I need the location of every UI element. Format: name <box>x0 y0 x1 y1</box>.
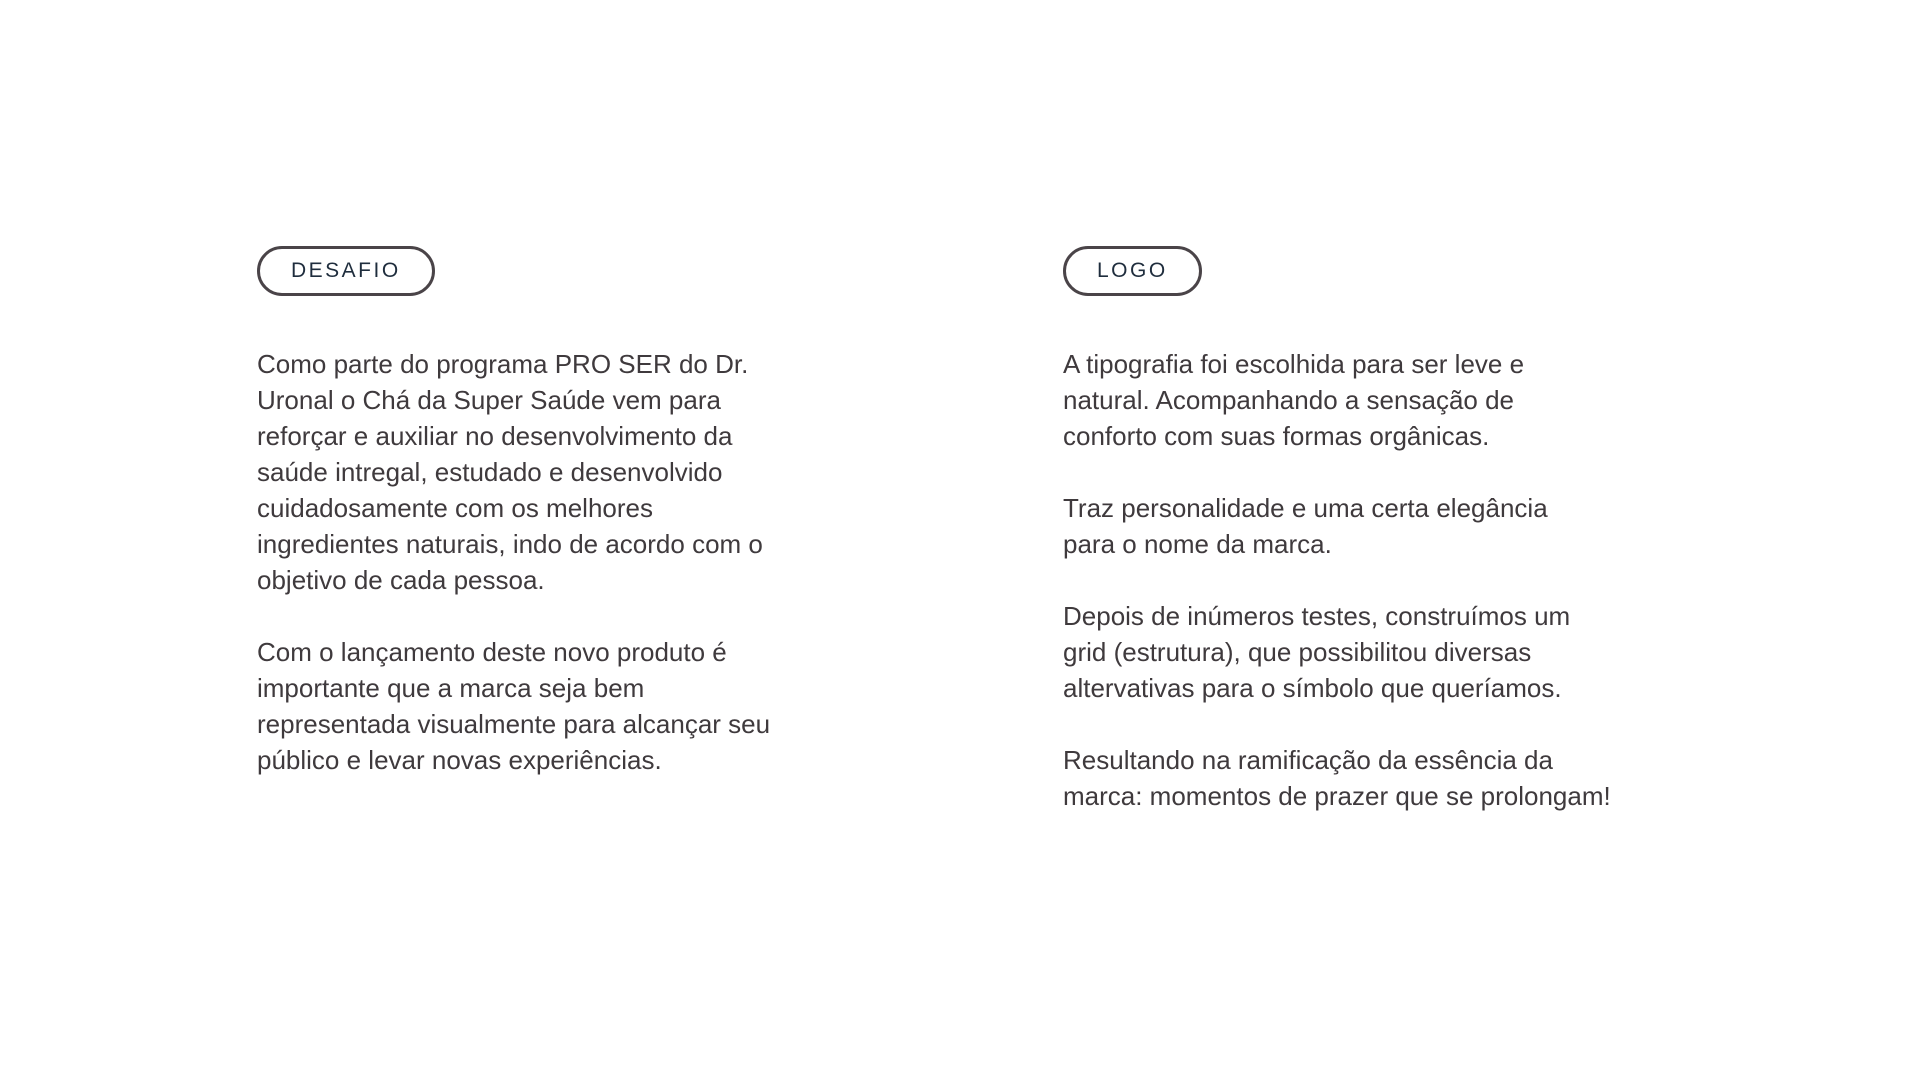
logo-paragraph-2: Traz personalidade e uma certa elegância para o nome da marca. <box>1063 493 1548 559</box>
desafio-paragraph-1: Como parte do programa PRO SER do Dr. Uronal o Chá da Super Saúde vem para reforçar e auxiliar no desenvolvimento da saúde intregal, estudado e desenvolvido cuidadosamente com os melhores ingredientes naturais, indo de acordo com o objetivo de cada pessoa. <box>257 349 763 595</box>
desafio-text <box>257 346 857 778</box>
logo-section <box>1063 246 1703 814</box>
desafio-paragraph-2: Com o lançamento deste novo produto é importante que a marca seja bem representada visualmente para alcançar seu público e levar novas experiências. <box>257 637 771 775</box>
logo-paragraph-1: A tipografia foi escolhida para ser leve e natural. Acompanhando a sensação de conforto com suas formas orgânicas. <box>1063 349 1525 451</box>
logo-paragraph-3: Depois de inúmeros testes, construímos um grid (estrutura), que possibilitou diversas altervativas para o símbolo que queríamos. <box>1063 601 1571 703</box>
desafio-label-badge: DESAFIO <box>257 246 435 296</box>
logo-paragraph-4: Resultando na ramificação da essência da marca: momentos de prazer que se prolongam! <box>1063 745 1611 811</box>
logo-label-badge: LOGO <box>1063 246 1202 296</box>
logo-text <box>1063 346 1703 814</box>
desafio-section <box>257 246 857 778</box>
